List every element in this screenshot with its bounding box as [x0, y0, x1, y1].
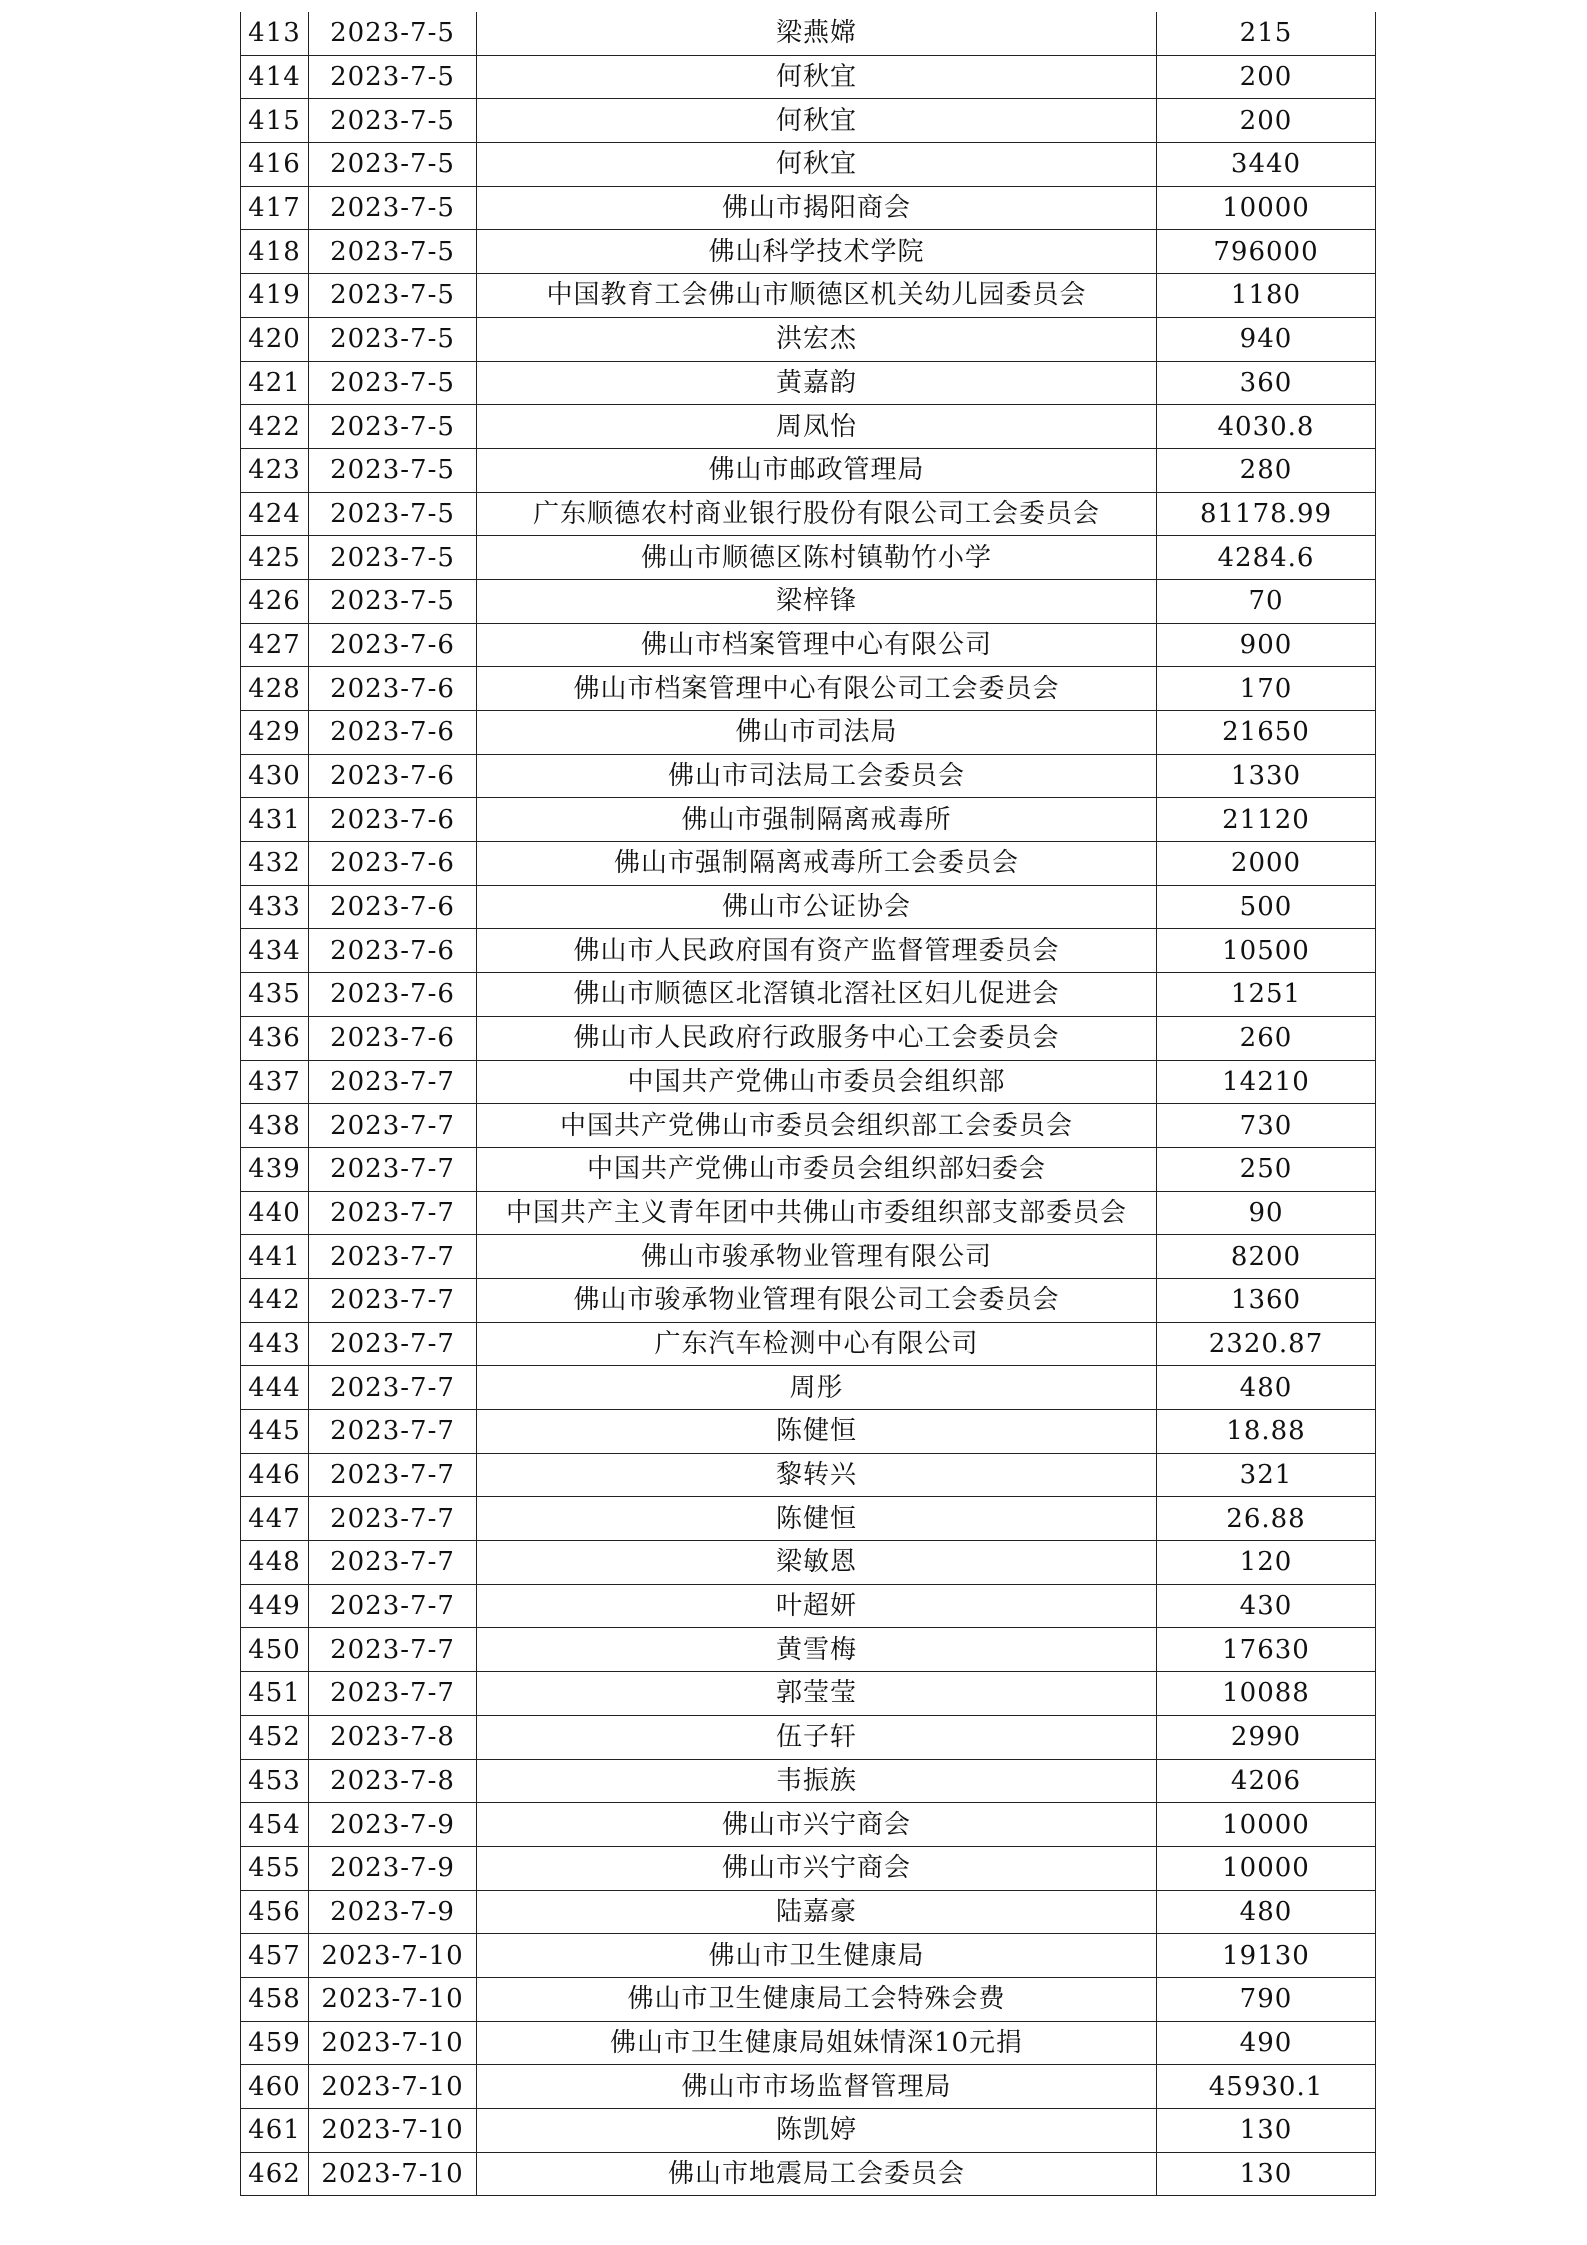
table-row: [241, 2109, 1376, 2153]
serial-number-cell: 450: [241, 1628, 309, 1672]
donor-name-cell: 叶超妍: [477, 1584, 1157, 1628]
date-cell: 2023-7-5: [309, 55, 477, 99]
table-row: [241, 798, 1376, 842]
serial-number-cell: 439: [241, 1147, 309, 1191]
table-row: [241, 1410, 1376, 1454]
donor-name-cell: 佛山市人民政府国有资产监督管理委员会: [477, 929, 1157, 973]
table-row: [241, 492, 1376, 536]
donor-name-cell: 中国共产主义青年团中共佛山市委组织部支部委员会: [477, 1191, 1157, 1235]
donor-name-cell: 洪宏杰: [477, 317, 1157, 361]
donor-name-cell: 陈健恒: [477, 1497, 1157, 1541]
date-cell: 2023-7-10: [309, 1977, 477, 2021]
date-cell: 2023-7-9: [309, 1890, 477, 1934]
amount-cell: 120: [1157, 1541, 1376, 1585]
amount-cell: 796000: [1157, 230, 1376, 274]
donor-name-cell: 广东顺德农村商业银行股份有限公司工会委员会: [477, 492, 1157, 536]
donor-name-cell: 中国共产党佛山市委员会组织部妇委会: [477, 1147, 1157, 1191]
amount-cell: 260: [1157, 1016, 1376, 1060]
donation-table: [240, 12, 1376, 2196]
donor-name-cell: 陆嘉豪: [477, 1890, 1157, 1934]
date-cell: 2023-7-9: [309, 1803, 477, 1847]
amount-cell: 280: [1157, 448, 1376, 492]
amount-cell: 321: [1157, 1453, 1376, 1497]
date-cell: 2023-7-5: [309, 99, 477, 143]
serial-number-cell: 421: [241, 361, 309, 405]
donor-name-cell: 佛山市市场监督管理局: [477, 2065, 1157, 2109]
date-cell: 2023-7-7: [309, 1366, 477, 1410]
donor-name-cell: 梁梓锋: [477, 579, 1157, 623]
table-row: [241, 405, 1376, 449]
serial-number-cell: 440: [241, 1191, 309, 1235]
amount-cell: 1330: [1157, 754, 1376, 798]
amount-cell: 900: [1157, 623, 1376, 667]
amount-cell: 14210: [1157, 1060, 1376, 1104]
table-row: [241, 1628, 1376, 1672]
donor-name-cell: 佛山市顺德区北滘镇北滘社区妇儿促进会: [477, 973, 1157, 1017]
table-row: [241, 1016, 1376, 1060]
serial-number-cell: 453: [241, 1759, 309, 1803]
date-cell: 2023-7-7: [309, 1584, 477, 1628]
date-cell: 2023-7-8: [309, 1715, 477, 1759]
donation-table-body: [241, 12, 1376, 2196]
table-row: [241, 1803, 1376, 1847]
date-cell: 2023-7-6: [309, 929, 477, 973]
donor-name-cell: 何秋宜: [477, 143, 1157, 187]
table-row: [241, 1366, 1376, 1410]
serial-number-cell: 423: [241, 448, 309, 492]
date-cell: 2023-7-8: [309, 1759, 477, 1803]
date-cell: 2023-7-5: [309, 12, 477, 55]
serial-number-cell: 446: [241, 1453, 309, 1497]
amount-cell: 17630: [1157, 1628, 1376, 1672]
table-row: [241, 1759, 1376, 1803]
donor-name-cell: 陈健恒: [477, 1410, 1157, 1454]
serial-number-cell: 429: [241, 711, 309, 755]
donor-name-cell: 佛山市卫生健康局姐妹情深10元捐: [477, 2021, 1157, 2065]
donor-name-cell: 中国教育工会佛山市顺德区机关幼儿园委员会: [477, 274, 1157, 318]
amount-cell: 19130: [1157, 1934, 1376, 1978]
serial-number-cell: 437: [241, 1060, 309, 1104]
table-row: [241, 99, 1376, 143]
serial-number-cell: 422: [241, 405, 309, 449]
serial-number-cell: 427: [241, 623, 309, 667]
amount-cell: 130: [1157, 2152, 1376, 2196]
donor-name-cell: 佛山市强制隔离戒毒所: [477, 798, 1157, 842]
serial-number-cell: 454: [241, 1803, 309, 1847]
donor-name-cell: 佛山科学技术学院: [477, 230, 1157, 274]
date-cell: 2023-7-7: [309, 1322, 477, 1366]
donor-name-cell: 佛山市公证协会: [477, 885, 1157, 929]
table-row: [241, 2021, 1376, 2065]
table-row: [241, 1147, 1376, 1191]
table-row: [241, 1890, 1376, 1934]
donor-name-cell: 梁燕嫦: [477, 12, 1157, 55]
table-row: [241, 1278, 1376, 1322]
date-cell: 2023-7-10: [309, 2152, 477, 2196]
amount-cell: 10000: [1157, 186, 1376, 230]
serial-number-cell: 458: [241, 1977, 309, 2021]
date-cell: 2023-7-10: [309, 2065, 477, 2109]
serial-number-cell: 461: [241, 2109, 309, 2153]
table-row: [241, 536, 1376, 580]
table-row: [241, 667, 1376, 711]
donor-name-cell: 佛山市顺德区陈村镇勒竹小学: [477, 536, 1157, 580]
amount-cell: 10088: [1157, 1672, 1376, 1716]
donor-name-cell: 佛山市卫生健康局: [477, 1934, 1157, 1978]
amount-cell: 70: [1157, 579, 1376, 623]
serial-number-cell: 417: [241, 186, 309, 230]
donor-name-cell: 佛山市司法局: [477, 711, 1157, 755]
date-cell: 2023-7-5: [309, 361, 477, 405]
donor-name-cell: 佛山市档案管理中心有限公司工会委员会: [477, 667, 1157, 711]
amount-cell: 2990: [1157, 1715, 1376, 1759]
serial-number-cell: 418: [241, 230, 309, 274]
table-row: [241, 842, 1376, 886]
amount-cell: 130: [1157, 2109, 1376, 2153]
donor-name-cell: 何秋宜: [477, 99, 1157, 143]
amount-cell: 730: [1157, 1104, 1376, 1148]
serial-number-cell: 438: [241, 1104, 309, 1148]
donor-name-cell: 黄嘉韵: [477, 361, 1157, 405]
date-cell: 2023-7-5: [309, 186, 477, 230]
serial-number-cell: 445: [241, 1410, 309, 1454]
table-row: [241, 448, 1376, 492]
amount-cell: 1251: [1157, 973, 1376, 1017]
date-cell: 2023-7-5: [309, 274, 477, 318]
table-row: [241, 12, 1376, 55]
date-cell: 2023-7-5: [309, 317, 477, 361]
amount-cell: 490: [1157, 2021, 1376, 2065]
amount-cell: 500: [1157, 885, 1376, 929]
donor-name-cell: 郭莹莹: [477, 1672, 1157, 1716]
serial-number-cell: 452: [241, 1715, 309, 1759]
table-row: [241, 1235, 1376, 1279]
serial-number-cell: 432: [241, 842, 309, 886]
table-row: [241, 1541, 1376, 1585]
amount-cell: 4206: [1157, 1759, 1376, 1803]
serial-number-cell: 448: [241, 1541, 309, 1585]
serial-number-cell: 420: [241, 317, 309, 361]
date-cell: 2023-7-7: [309, 1147, 477, 1191]
serial-number-cell: 425: [241, 536, 309, 580]
donor-name-cell: 梁敏恩: [477, 1541, 1157, 1585]
serial-number-cell: 462: [241, 2152, 309, 2196]
table-row: [241, 1060, 1376, 1104]
amount-cell: 18.88: [1157, 1410, 1376, 1454]
donor-name-cell: 中国共产党佛山市委员会组织部: [477, 1060, 1157, 1104]
serial-number-cell: 415: [241, 99, 309, 143]
serial-number-cell: 428: [241, 667, 309, 711]
donor-name-cell: 周彤: [477, 1366, 1157, 1410]
table-row: [241, 973, 1376, 1017]
amount-cell: 21120: [1157, 798, 1376, 842]
date-cell: 2023-7-10: [309, 1934, 477, 1978]
date-cell: 2023-7-5: [309, 536, 477, 580]
donor-name-cell: 佛山市骏承物业管理有限公司工会委员会: [477, 1278, 1157, 1322]
serial-number-cell: 416: [241, 143, 309, 187]
serial-number-cell: 459: [241, 2021, 309, 2065]
amount-cell: 480: [1157, 1890, 1376, 1934]
date-cell: 2023-7-10: [309, 2021, 477, 2065]
amount-cell: 170: [1157, 667, 1376, 711]
table-row: [241, 1584, 1376, 1628]
amount-cell: 26.88: [1157, 1497, 1376, 1541]
date-cell: 2023-7-5: [309, 143, 477, 187]
serial-number-cell: 456: [241, 1890, 309, 1934]
date-cell: 2023-7-7: [309, 1104, 477, 1148]
date-cell: 2023-7-6: [309, 667, 477, 711]
serial-number-cell: 451: [241, 1672, 309, 1716]
serial-number-cell: 443: [241, 1322, 309, 1366]
amount-cell: 10500: [1157, 929, 1376, 973]
table-row: [241, 754, 1376, 798]
amount-cell: 3440: [1157, 143, 1376, 187]
serial-number-cell: 413: [241, 12, 309, 55]
serial-number-cell: 444: [241, 1366, 309, 1410]
donor-name-cell: 佛山市档案管理中心有限公司: [477, 623, 1157, 667]
donor-name-cell: 广东汽车检测中心有限公司: [477, 1322, 1157, 1366]
serial-number-cell: 441: [241, 1235, 309, 1279]
date-cell: 2023-7-7: [309, 1628, 477, 1672]
amount-cell: 940: [1157, 317, 1376, 361]
serial-number-cell: 433: [241, 885, 309, 929]
date-cell: 2023-7-5: [309, 405, 477, 449]
amount-cell: 4284.6: [1157, 536, 1376, 580]
amount-cell: 1360: [1157, 1278, 1376, 1322]
date-cell: 2023-7-7: [309, 1497, 477, 1541]
amount-cell: 480: [1157, 1366, 1376, 1410]
date-cell: 2023-7-6: [309, 623, 477, 667]
serial-number-cell: 455: [241, 1846, 309, 1890]
amount-cell: 1180: [1157, 274, 1376, 318]
amount-cell: 200: [1157, 55, 1376, 99]
amount-cell: 2000: [1157, 842, 1376, 886]
amount-cell: 250: [1157, 1147, 1376, 1191]
serial-number-cell: 434: [241, 929, 309, 973]
table-row: [241, 143, 1376, 187]
amount-cell: 200: [1157, 99, 1376, 143]
donor-name-cell: 佛山市兴宁商会: [477, 1803, 1157, 1847]
serial-number-cell: 449: [241, 1584, 309, 1628]
table-row: [241, 1934, 1376, 1978]
serial-number-cell: 457: [241, 1934, 309, 1978]
date-cell: 2023-7-5: [309, 492, 477, 536]
amount-cell: 81178.99: [1157, 492, 1376, 536]
date-cell: 2023-7-5: [309, 448, 477, 492]
date-cell: 2023-7-6: [309, 842, 477, 886]
table-row: [241, 929, 1376, 973]
date-cell: 2023-7-7: [309, 1191, 477, 1235]
donor-name-cell: 中国共产党佛山市委员会组织部工会委员会: [477, 1104, 1157, 1148]
donor-name-cell: 陈凯婷: [477, 2109, 1157, 2153]
serial-number-cell: 430: [241, 754, 309, 798]
amount-cell: 90: [1157, 1191, 1376, 1235]
donor-name-cell: 黎转兴: [477, 1453, 1157, 1497]
amount-cell: 2320.87: [1157, 1322, 1376, 1366]
amount-cell: 10000: [1157, 1846, 1376, 1890]
table-row: [241, 1672, 1376, 1716]
donor-name-cell: 伍子轩: [477, 1715, 1157, 1759]
date-cell: 2023-7-7: [309, 1060, 477, 1104]
date-cell: 2023-7-7: [309, 1672, 477, 1716]
serial-number-cell: 447: [241, 1497, 309, 1541]
amount-cell: 4030.8: [1157, 405, 1376, 449]
table-row: [241, 2065, 1376, 2109]
donor-name-cell: 黄雪梅: [477, 1628, 1157, 1672]
date-cell: 2023-7-7: [309, 1453, 477, 1497]
table-row: [241, 579, 1376, 623]
date-cell: 2023-7-6: [309, 711, 477, 755]
donor-name-cell: 佛山市邮政管理局: [477, 448, 1157, 492]
donor-name-cell: 周凤怡: [477, 405, 1157, 449]
table-row: [241, 1497, 1376, 1541]
table-row: [241, 623, 1376, 667]
donor-name-cell: 佛山市地震局工会委员会: [477, 2152, 1157, 2196]
table-row: [241, 711, 1376, 755]
table-row: [241, 274, 1376, 318]
amount-cell: 21650: [1157, 711, 1376, 755]
table-row: [241, 1322, 1376, 1366]
table-row: [241, 2152, 1376, 2196]
date-cell: 2023-7-6: [309, 973, 477, 1017]
date-cell: 2023-7-7: [309, 1541, 477, 1585]
table-row: [241, 1715, 1376, 1759]
table-row: [241, 55, 1376, 99]
table-row: [241, 1191, 1376, 1235]
date-cell: 2023-7-6: [309, 754, 477, 798]
donor-name-cell: 佛山市揭阳商会: [477, 186, 1157, 230]
date-cell: 2023-7-6: [309, 1016, 477, 1060]
serial-number-cell: 419: [241, 274, 309, 318]
donor-name-cell: 佛山市骏承物业管理有限公司: [477, 1235, 1157, 1279]
amount-cell: 8200: [1157, 1235, 1376, 1279]
serial-number-cell: 414: [241, 55, 309, 99]
date-cell: 2023-7-6: [309, 885, 477, 929]
amount-cell: 215: [1157, 12, 1376, 55]
date-cell: 2023-7-7: [309, 1235, 477, 1279]
amount-cell: 790: [1157, 1977, 1376, 2021]
table-row: [241, 1846, 1376, 1890]
serial-number-cell: 435: [241, 973, 309, 1017]
date-cell: 2023-7-6: [309, 798, 477, 842]
table-row: [241, 186, 1376, 230]
serial-number-cell: 460: [241, 2065, 309, 2109]
table-row: [241, 317, 1376, 361]
table-row: [241, 1977, 1376, 2021]
date-cell: 2023-7-9: [309, 1846, 477, 1890]
serial-number-cell: 431: [241, 798, 309, 842]
date-cell: 2023-7-5: [309, 230, 477, 274]
donor-name-cell: 韦振族: [477, 1759, 1157, 1803]
serial-number-cell: 426: [241, 579, 309, 623]
amount-cell: 10000: [1157, 1803, 1376, 1847]
donor-name-cell: 佛山市卫生健康局工会特殊会费: [477, 1977, 1157, 2021]
amount-cell: 430: [1157, 1584, 1376, 1628]
table-row: [241, 885, 1376, 929]
date-cell: 2023-7-7: [309, 1278, 477, 1322]
serial-number-cell: 424: [241, 492, 309, 536]
table-row: [241, 1453, 1376, 1497]
date-cell: 2023-7-7: [309, 1410, 477, 1454]
date-cell: 2023-7-10: [309, 2109, 477, 2153]
table-row: [241, 1104, 1376, 1148]
donor-name-cell: 佛山市兴宁商会: [477, 1846, 1157, 1890]
serial-number-cell: 436: [241, 1016, 309, 1060]
table-row: [241, 230, 1376, 274]
amount-cell: 45930.1: [1157, 2065, 1376, 2109]
donor-name-cell: 佛山市强制隔离戒毒所工会委员会: [477, 842, 1157, 886]
serial-number-cell: 442: [241, 1278, 309, 1322]
donor-name-cell: 佛山市司法局工会委员会: [477, 754, 1157, 798]
donor-name-cell: 何秋宜: [477, 55, 1157, 99]
table-row: [241, 361, 1376, 405]
donor-name-cell: 佛山市人民政府行政服务中心工会委员会: [477, 1016, 1157, 1060]
amount-cell: 360: [1157, 361, 1376, 405]
date-cell: 2023-7-5: [309, 579, 477, 623]
